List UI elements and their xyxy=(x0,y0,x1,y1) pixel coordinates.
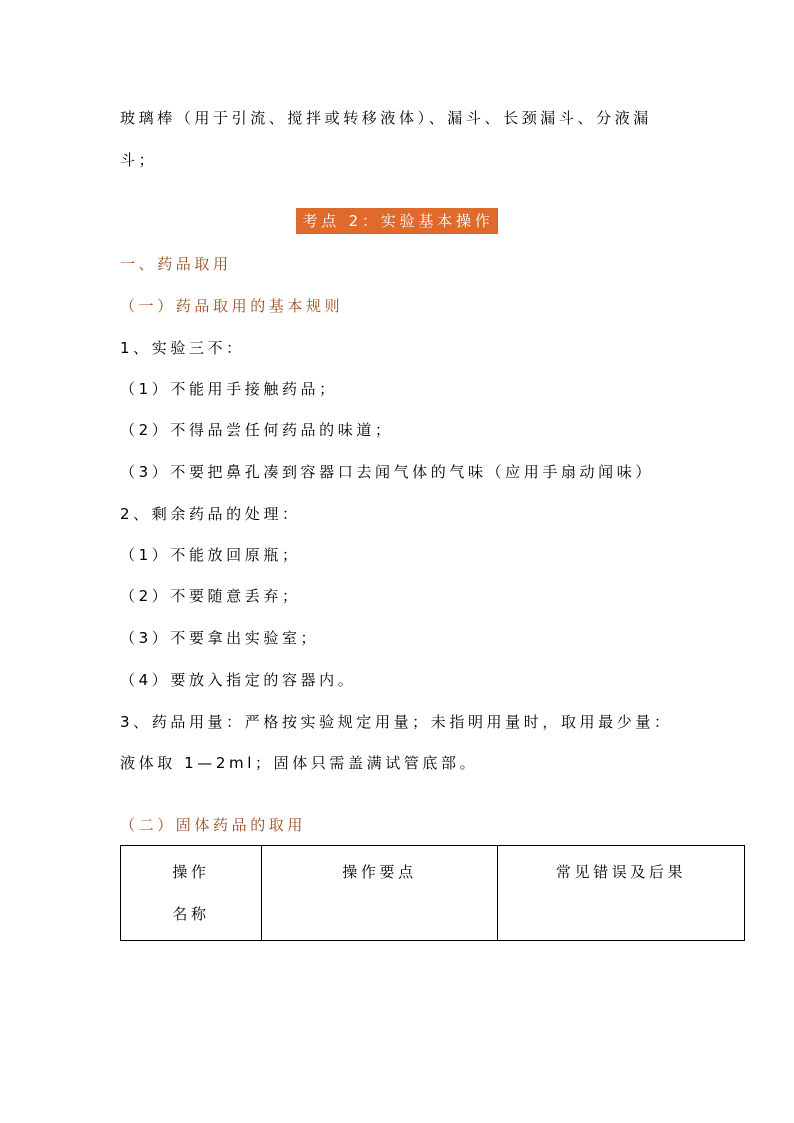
section-heading: 考点 2：实验基本操作 xyxy=(296,208,497,234)
rule2-item-1: （1）不能放回原瓶； xyxy=(120,546,301,564)
table-header-operation-line1: 操作 xyxy=(172,863,210,881)
table-header-key-points-text: 操作要点 xyxy=(342,863,417,881)
subsection-basic-rules: （一）药品取用的基本规则 xyxy=(120,297,344,315)
table-header-common-errors xyxy=(498,846,745,941)
paragraph-glassware-continued: 斗； xyxy=(120,151,158,169)
rule3-line-1: 3、药品用量：严格按实验规定用量；未指明用量时，取用最少量： xyxy=(120,713,673,731)
rule2-item-2: （2）不要随意丢弃； xyxy=(120,587,301,605)
subsection-solid-drugs: （二）固体药品的取用 xyxy=(120,816,307,834)
rule1-item-1: （1）不能用手接触药品； xyxy=(120,380,338,398)
rule3-line-2: 液体取 1—2ml；固体只需盖满试管底部。 xyxy=(120,754,479,772)
rule1-title: 1、实验三不： xyxy=(120,339,245,357)
table-header-operation-name xyxy=(121,846,262,941)
rule2-item-3: （3）不要拿出实验室； xyxy=(120,629,320,647)
table-header-operation-line2: 名称 xyxy=(172,905,210,923)
paragraph-glassware: 玻璃棒（用于引流、搅拌或转移液体）、漏斗、长颈漏斗、分液漏 xyxy=(120,109,652,127)
table-header-key-points xyxy=(262,846,498,941)
section-title-drug-taking: 一、药品取用 xyxy=(120,255,232,273)
rule2-title: 2、剩余药品的处理： xyxy=(120,505,301,523)
section-heading-wrap xyxy=(0,208,794,234)
rule1-item-3: （3）不要把鼻孔凑到容器口去闻气体的气味（应用手扇动闻味） xyxy=(120,463,654,481)
rule1-item-2: （2）不得品尝任何药品的味道； xyxy=(120,421,394,439)
rule2-item-4: （4）要放入指定的容器内。 xyxy=(120,671,357,689)
operations-table xyxy=(120,845,745,941)
table-row xyxy=(121,846,745,941)
table-header-common-errors-text: 常见错误及后果 xyxy=(555,863,687,881)
